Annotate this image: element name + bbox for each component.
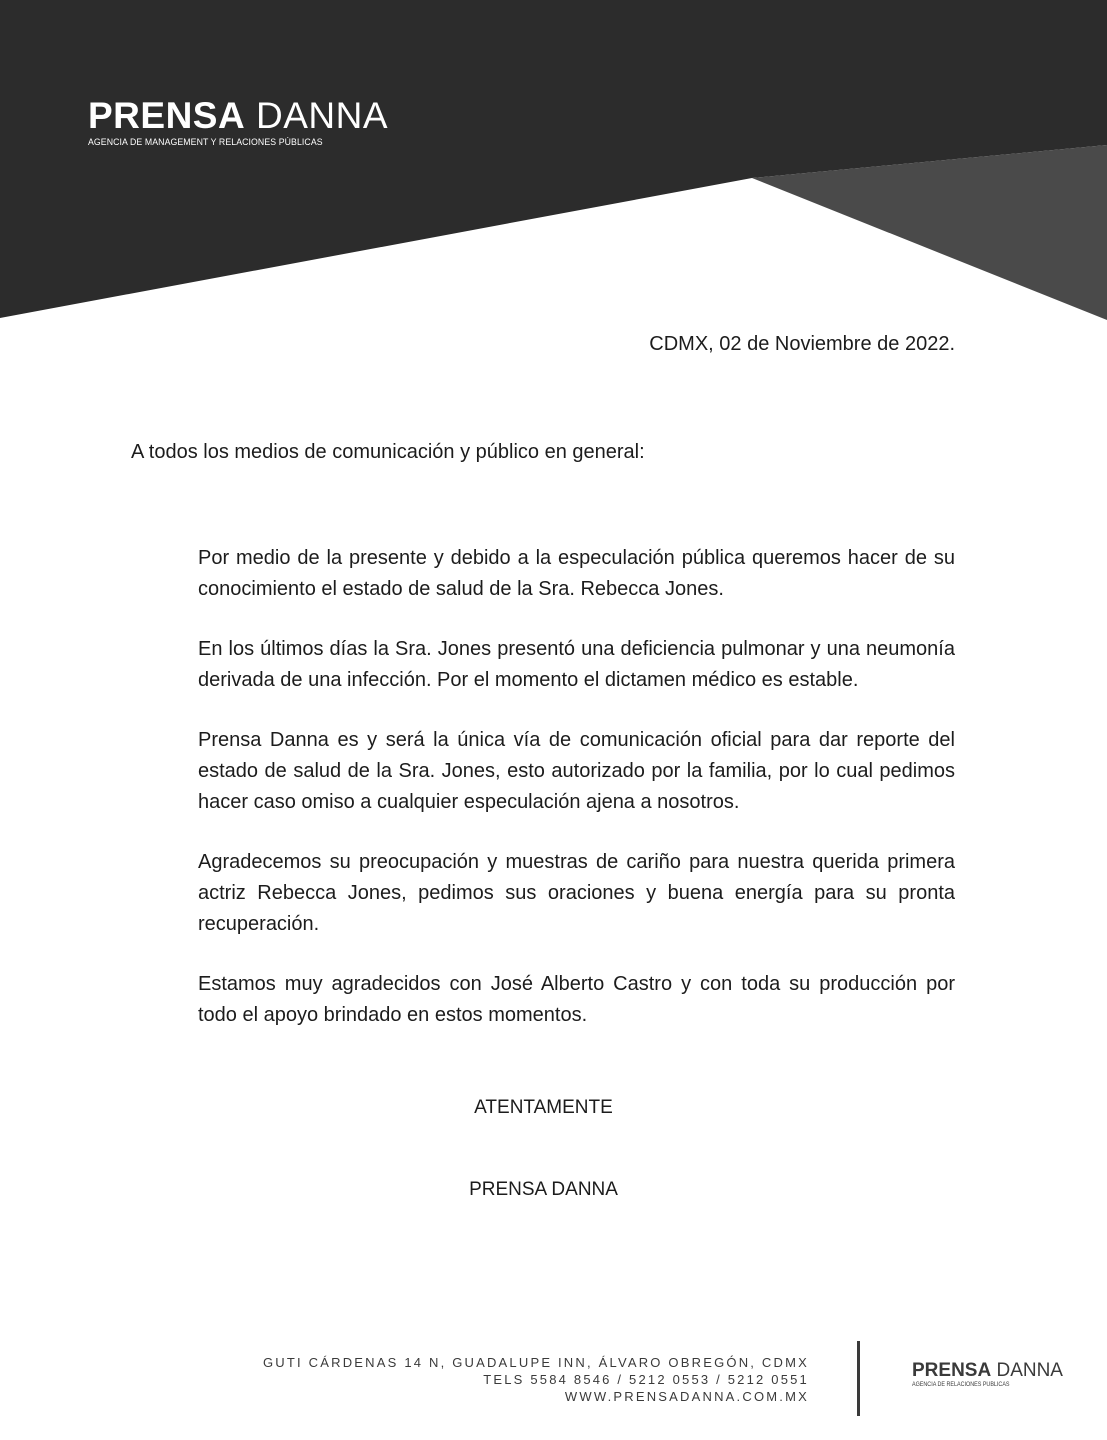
paragraph: Por medio de la presente y debido a la especulación pública queremos hacer de su conocimiento el estado de salud de la Sra. Rebecca Jones. — [198, 547, 955, 600]
header-logo-bold: PRENSA — [88, 95, 246, 136]
paragraph: En los últimos días la Sra. Jones presentó una deficiencia pulmonar y una neumonía derivada de una infección. Por el momento el dictamen médico es estable. — [198, 638, 955, 691]
footer-address: GUTI CÁRDENAS 14 N, GUADALUPE INN, ÁLVARO OBREGÓN, CDMX — [263, 1355, 809, 1370]
letter-salutation: A todos los medios de comunicación y público en general: — [131, 441, 645, 463]
header-logo-name — [88, 96, 388, 136]
footer-logo-bold: PRENSA — [912, 1360, 992, 1381]
footer-divider — [857, 1341, 860, 1416]
header-tagline: AGENCIA DE MANAGEMENT Y RELACIONES PÚBLICAS — [88, 137, 323, 148]
header-logo — [88, 96, 388, 148]
paragraph: Prensa Danna es y será la única vía de comunicación oficial para dar reporte del estado de salud de la Sra. Jones, esto autorizado por la familia, por lo cual pedimos hacer caso omiso a cualquier especulación ajena a nosotros. — [198, 729, 955, 813]
letter-body — [198, 543, 955, 1060]
footer-logo-light: DANNA — [996, 1360, 1063, 1381]
header-band — [0, 0, 1107, 320]
footer-website: WWW.PRENSADANNA.COM.MX — [564, 1389, 809, 1404]
header-band-dark — [0, 0, 1107, 318]
paragraph: Agradecemos su preocupación y muestras de cariño para nuestra querida primera actriz Rebecca Jones, pedimos sus oraciones y buena energía para su pronta recuperación. — [198, 851, 955, 935]
letter-closing: ATENTAMENTE — [474, 1097, 613, 1118]
footer-phones: TELS 5584 8546 / 5212 0553 / 5212 0551 — [483, 1372, 809, 1387]
letter-signature: PRENSA DANNA — [469, 1179, 618, 1200]
footer-logo — [912, 1361, 1063, 1388]
paragraph: Estamos muy agradecidos con José Alberto Castro y con toda su producción por todo el apoyo brindado en estos momentos. — [198, 973, 955, 1026]
header-logo-light: DANNA — [255, 95, 389, 136]
footer-contact — [263, 1354, 809, 1405]
letter-date: CDMX, 02 de Noviembre de 2022. — [649, 333, 955, 355]
footer-tagline: AGENCIA DE RELACIONES PÚBLICAS — [912, 1382, 1010, 1388]
footer-logo-name — [912, 1361, 1063, 1381]
